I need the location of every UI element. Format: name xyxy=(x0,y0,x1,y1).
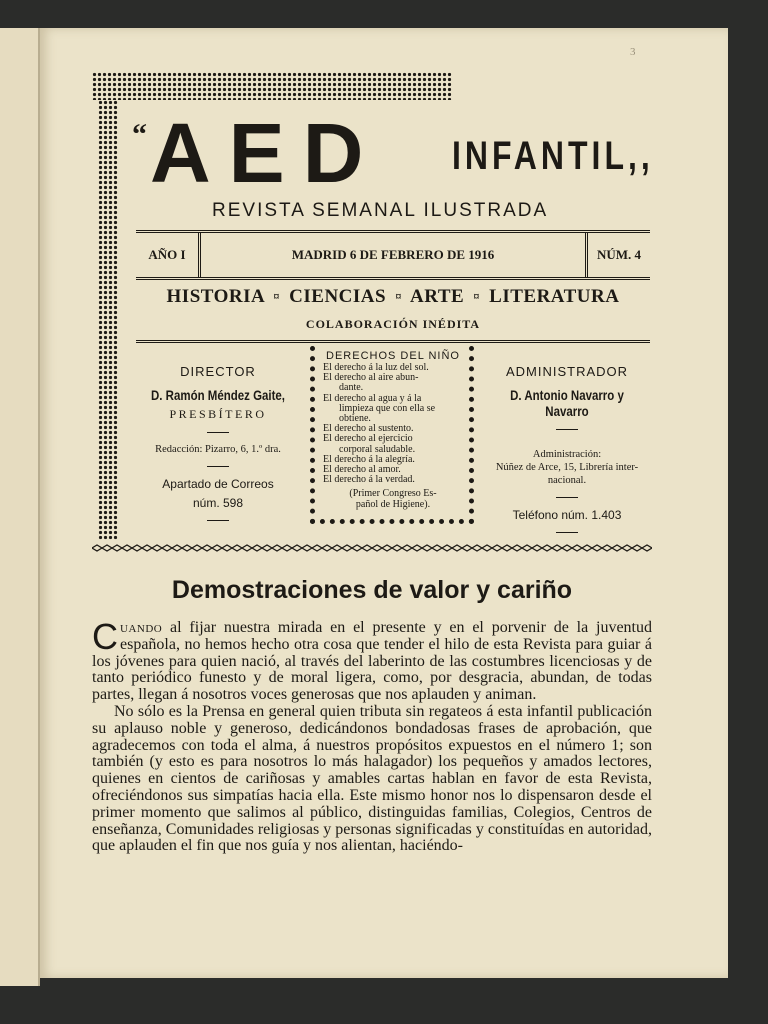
rights-item: El derecho á la verdad. xyxy=(323,474,415,486)
rights-title: DERECHOS DEL NIÑO xyxy=(326,350,460,362)
director-name: D. Ramón Méndez Gaite, xyxy=(151,387,285,403)
magazine-page xyxy=(40,28,728,978)
administration-address: nacional. xyxy=(547,475,587,486)
rights-item: El derecho al aire abun- xyxy=(323,372,419,384)
rights-item: El derecho á la alegría. xyxy=(323,453,415,465)
drop-cap: C xyxy=(92,616,118,657)
first-word: uando xyxy=(120,619,163,636)
issue-info-row xyxy=(136,230,650,280)
rights-item: limpieza que con ella se xyxy=(339,402,436,414)
administration-label: Administración: xyxy=(532,449,602,460)
masthead-title: AED xyxy=(150,106,382,200)
dotted-border-left xyxy=(98,100,118,540)
zigzag-border xyxy=(92,544,652,552)
rights-item: El derecho al ejercicio xyxy=(323,433,413,445)
divider xyxy=(207,432,229,433)
masthead-title-suffix: INFANTIL,, xyxy=(452,134,654,178)
rights-item: El derecho al amor. xyxy=(323,464,401,476)
topic-history: HISTORIA xyxy=(166,286,265,307)
topics-line xyxy=(136,286,650,308)
childrens-rights-box xyxy=(310,346,474,524)
article-paragraph: No sólo es la Prensa en general quien tributa sin regateos á esta infantil publicación su aplauso noble y generoso, dedicándonos bondadosas frases de aprobación, que agradecemos con toda el alma, á nuestros propósitos expuestos en el número 1; son también (y esto es para nosotros lo más halagador) los pequeños y amados lectores, quienes en cientos de cariñosas y amables cartas hablan en favor de esta Revista, ofreciéndonos sus simpatías hacia ella. Este mismo honor nos lo dispensaron desde el primer momento que salimos al público, distinguidas familias, Colegios, Centros de enseñanza, Comunidades religiosas y personas significadas y constituídas en autoridad, que aplauden el fin que nos guía y nos alientan, haciéndo- xyxy=(92,702,652,855)
page-number: 3 xyxy=(630,46,636,58)
administrator-column xyxy=(482,358,652,543)
editorial-address: Redacción: Pizarro, 6, 1.º dra. xyxy=(155,444,281,455)
po-box-label: Apartado de Correos xyxy=(162,477,274,491)
rights-source-line: (Primer Congreso Es- xyxy=(349,488,437,500)
director-label: DIRECTOR xyxy=(180,364,256,379)
divider xyxy=(556,429,578,430)
rights-source-line: pañol de Higiene). xyxy=(355,499,431,511)
director-column xyxy=(136,358,300,531)
divider xyxy=(207,466,229,467)
topic-sciences: CIENCIAS xyxy=(289,286,387,307)
issue-date: MADRID 6 DE FEBRERO DE 1916 xyxy=(201,233,588,277)
divider xyxy=(556,532,578,533)
topic-art: ARTE xyxy=(410,286,465,307)
po-box-number: núm. 598 xyxy=(192,496,244,510)
rights-item: El derecho al sustento. xyxy=(323,423,414,435)
issue-number: NÚM. 4 xyxy=(596,247,642,262)
article-title: Demostraciones de valor y cariño xyxy=(171,576,573,604)
article-paragraph xyxy=(92,616,652,704)
topic-separator: ¤ xyxy=(273,289,280,303)
article-body xyxy=(92,616,652,855)
left-page-edge xyxy=(0,28,40,986)
administrator-name: D. Antonio Navarro y Navarro xyxy=(510,387,624,419)
rights-item: obtiene. xyxy=(339,413,371,425)
dotted-border-top xyxy=(92,72,452,100)
administrator-label: ADMINISTRADOR xyxy=(505,364,629,379)
administration-phone: Teléfono núm. 1.403 xyxy=(512,508,622,522)
rights-item: El derecho á la luz del sol. xyxy=(323,362,429,373)
director-role: PRESBÍTERO xyxy=(169,407,267,421)
rights-item: corporal saludable. xyxy=(339,443,416,455)
topic-separator: ¤ xyxy=(395,289,402,303)
masthead-quote: “ xyxy=(132,118,147,151)
masthead-subtitle: REVISTA SEMANAL ILUSTRADA xyxy=(212,200,549,221)
collaboration-note: COLABORACIÓN INÉDITA xyxy=(305,317,481,331)
paragraph-text: al fijar nuestra mirada en el presente y en el porvenir de la juventud española, no hemos hecho otra cosa que tender el hilo de esta Revista para guiar á los jóvenes para quien nació, al través del laberinto de las costumbres licenciosas y de tanto periódico funesto y de moral ligera, como, por desgracia, abundan, de todas partes, llegan á nosotros voces generosas que nos aplauden y animan. xyxy=(92,619,652,704)
rights-item: dante. xyxy=(339,382,364,394)
rights-list xyxy=(323,363,463,485)
topic-separator: ¤ xyxy=(473,289,480,303)
administration-address: Núñez de Arce, 15, Librería inter- xyxy=(495,462,639,473)
issue-year: AÑO I xyxy=(136,233,201,277)
divider xyxy=(556,497,578,498)
divider xyxy=(207,520,229,521)
topic-literature: LITERATURA xyxy=(489,286,620,307)
rights-source xyxy=(323,488,463,510)
header-rule xyxy=(136,340,650,343)
rights-item: El derecho al agua y á la xyxy=(323,392,422,404)
masthead xyxy=(120,106,660,221)
